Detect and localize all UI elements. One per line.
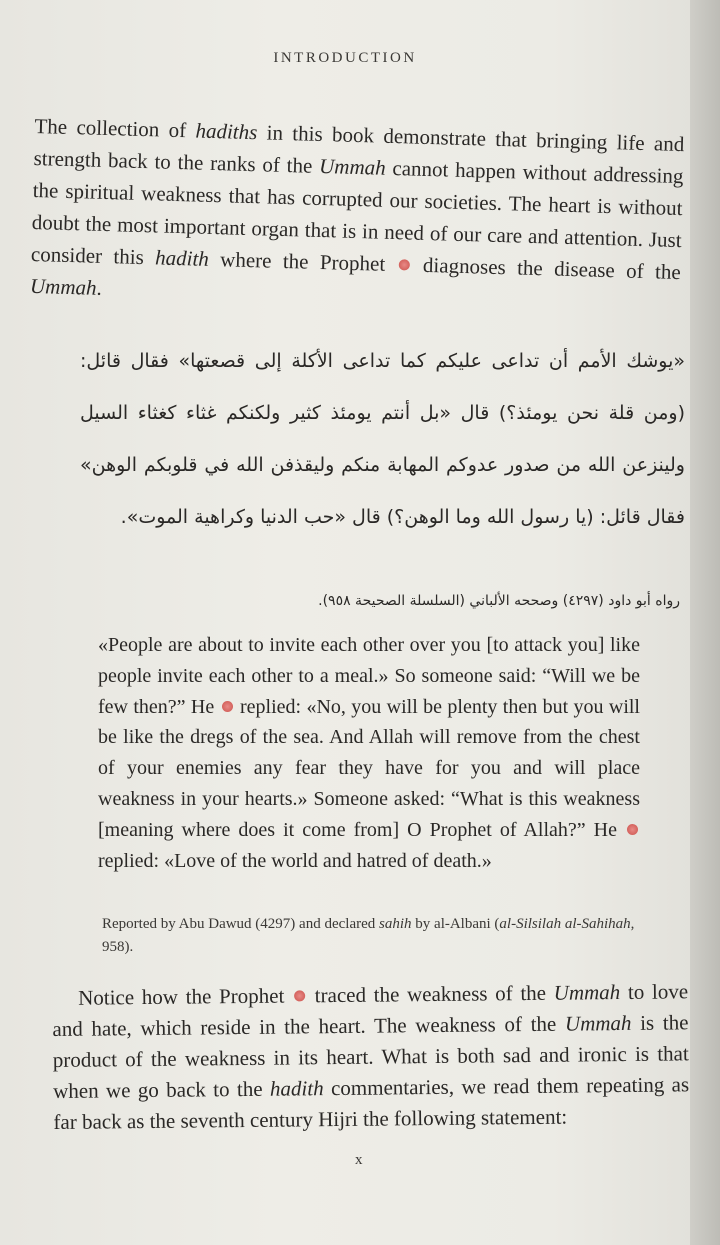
arabic-hadith: «يوشك الأمم أن تداعى عليكم كما تداعى الأكلة إلى قصعتها» فقال قائل: (ومن قلة نحن يومئذ؟) قال «بل أنتم يومئذ كثير ولكنكم غثاء كغثاء السيل ولينزعن الله من صدور عدوكم المهابة منكم وليقذفن الله في قلوبكم الوهن» فقال قائل: (يا رسول الله وما الوهن؟) قال «حب الدنيا وكراهية الموت». bbox=[80, 350, 685, 528]
notice-text: to love and hate, which reside in the heart. The weakness of the bbox=[52, 979, 689, 1041]
salutation-seal-icon bbox=[627, 824, 638, 835]
intro-text: . bbox=[96, 275, 103, 300]
italic-term: Ummah bbox=[553, 980, 621, 1005]
notice-text: Notice how the Prophet bbox=[78, 983, 293, 1010]
next-page-edge bbox=[690, 0, 720, 1245]
intro-text: cannot happen without addressing the spiritual weakness that has corrupted our societies. The heart is without doubt the most important organ that is in need of our care and attention. Just consider this bbox=[30, 155, 684, 270]
italic-term: Ummah bbox=[318, 153, 386, 180]
notice-text: is the product of the weakness in its heart. What is both sad and ironic is that when we go back to the bbox=[52, 1010, 689, 1103]
running-head: INTRODUCTION bbox=[273, 50, 417, 66]
translation-text: replied: «No, you will be plenty then but you will be like the dregs of the sea. And Allah will remove from the chest of your enemies any fear they have for you and will place weakness in your hearts.» Someone asked: “What is this weakness [meaning where does it come from] O Prophet of Allah?” He bbox=[98, 695, 640, 841]
italic-term: hadiths bbox=[195, 118, 258, 145]
page-number: x bbox=[355, 1152, 363, 1168]
notice-paragraph bbox=[52, 976, 690, 1138]
italic-term: sahih bbox=[379, 916, 412, 932]
reference-text: by al-Albani ( bbox=[411, 916, 500, 932]
italic-term: al-Silsilah al-Sahihah bbox=[499, 916, 631, 932]
translation-text: «People are about to invite each other over you [to attack you] like people invite each other to a meal.» So someone said: “Will we be few then?” He bbox=[98, 634, 640, 718]
italic-term: hadith bbox=[269, 1076, 324, 1101]
intro-text: diagnoses the disease of the bbox=[411, 252, 682, 285]
notice-text: commentaries, we read them repeating as far back as the seventh century Hijri the following statement: bbox=[53, 1072, 690, 1134]
salutation-seal-icon bbox=[398, 259, 409, 270]
italic-term: hadith bbox=[154, 245, 210, 271]
salutation-seal-icon bbox=[294, 990, 305, 1001]
arabic-reference: رواه أبو داود (٤٢٩٧) وصححه الألباني (السلسلة الصحيحة ٩٥٨). bbox=[318, 593, 680, 609]
hadith-translation bbox=[98, 630, 640, 876]
intro-text: in this book demonstrate that bringing life and strength back to the ranks of the bbox=[33, 120, 685, 178]
intro-text: where the Prophet bbox=[208, 246, 397, 277]
salutation-seal-icon bbox=[222, 701, 233, 712]
italic-term: Ummah bbox=[564, 1010, 632, 1036]
italic-term: Ummah bbox=[29, 273, 97, 300]
intro-paragraph bbox=[30, 110, 685, 320]
translation-text: replied: «Love of the world and hatred of death.» bbox=[98, 849, 492, 872]
intro-text: The collection of bbox=[34, 113, 196, 143]
reference-text: , 958). bbox=[102, 916, 635, 955]
reference-text: Reported by Abu Dawud (4297) and declared bbox=[102, 916, 380, 932]
notice-text: traced the weakness of the bbox=[306, 980, 554, 1008]
hadith-reference bbox=[102, 913, 642, 959]
